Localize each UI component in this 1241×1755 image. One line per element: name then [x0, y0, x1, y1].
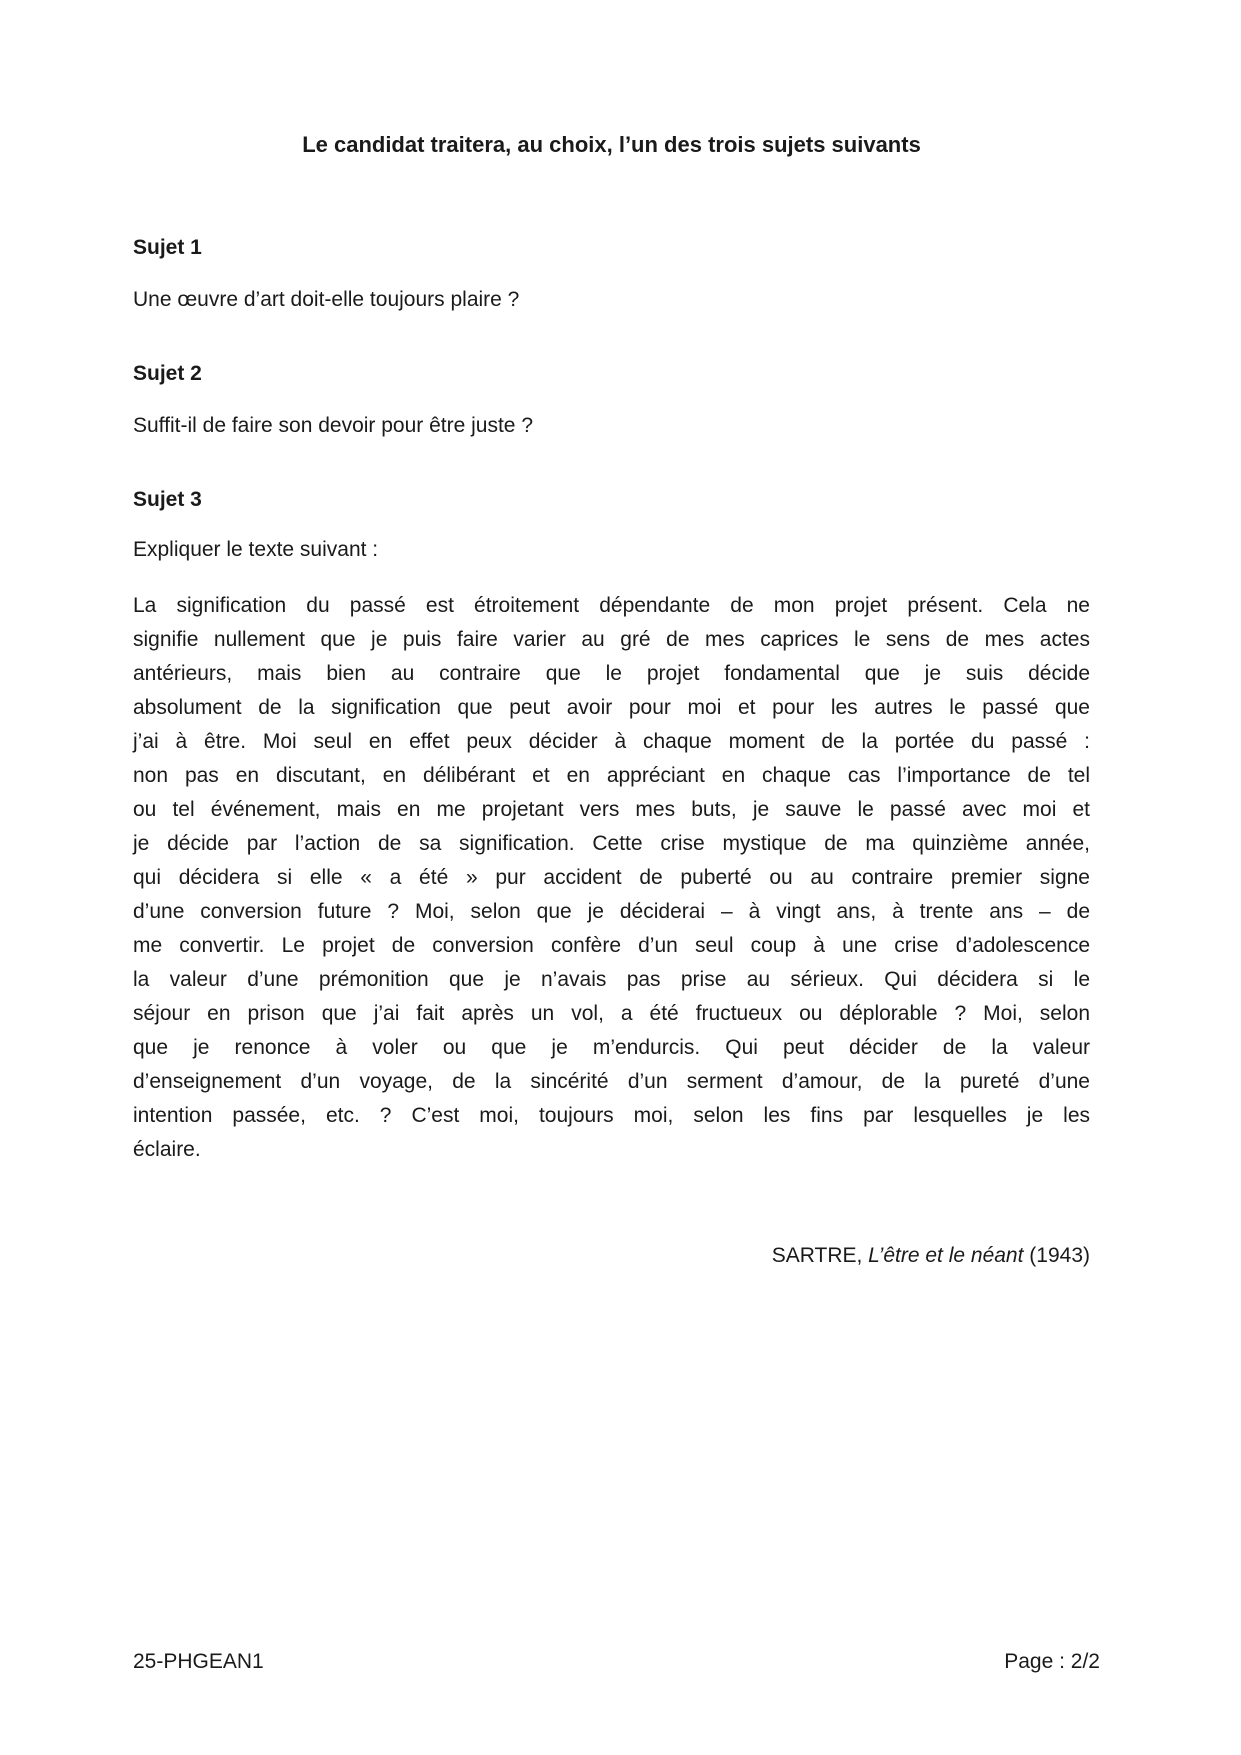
document-content [133, 0, 1090, 1269]
excerpt-text-line: signifie nullement que je puis faire varier au gré de mes caprices le sens de mes actes [133, 628, 1090, 651]
excerpt-text-line: d’enseignement d’un voyage, de la sincérité d’un serment d’amour, de la pureté d’une [133, 1070, 1090, 1093]
excerpt-text-line: non pas en discutant, en délibérant et en appréciant en chaque cas l’importance de tel [133, 764, 1090, 787]
sujet-3-instruction: Expliquer le texte suivant : [133, 538, 379, 561]
excerpt-text-line: qui décidera si elle « a été » pur accident de puberté ou au contraire premier signe [133, 866, 1090, 889]
excerpt-text-line: d’une conversion future ? Moi, selon que je déciderai – à vingt ans, à trente ans – de [133, 900, 1090, 923]
sujet-2-heading: Sujet 2 [133, 362, 202, 385]
page-footer [133, 1648, 1100, 1675]
footer-page-number: Page : 2/2 [1004, 1650, 1100, 1673]
sujet-1-heading: Sujet 1 [133, 236, 202, 259]
attribution-author: SARTRE, [771, 1244, 869, 1267]
excerpt-text-line: ou tel événement, mais en me projetant vers mes buts, je sauve le passé avec moi et [133, 798, 1090, 821]
excerpt-text-line: La signification du passé est étroitement dépendante de mon projet présent. Cela ne [133, 594, 1090, 617]
sujet-1-question: Une œuvre d’art doit-elle toujours plaire ? [133, 288, 520, 311]
excerpt-text-line: absolument de la signification que peut avoir pour moi et pour les autres le passé que [133, 696, 1090, 719]
excerpt-text-line: je décide par l’action de sa signification. Cette crise mystique de ma quinzième année, [133, 832, 1090, 855]
excerpt-text-line: antérieurs, mais bien au contraire que le projet fondamental que je suis décide [133, 662, 1090, 685]
excerpt-text-line: séjour en prison que j’ai fait après un vol, a été fructueux ou déplorable ? Moi, selon [133, 1002, 1090, 1025]
excerpt-text-line: la valeur d’une prémonition que je n’avais pas prise au sérieux. Qui décidera si le [133, 968, 1090, 991]
sujet-3-text-excerpt [133, 589, 1090, 1167]
excerpt-text-line: me convertir. Le projet de conversion confère d’un seul coup à une crise d’adolescence [133, 934, 1090, 957]
excerpt-text-line: éclaire. [133, 1138, 201, 1161]
footer-reference-code: 25-PHGEAN1 [133, 1650, 264, 1673]
excerpt-text-line: j’ai à être. Moi seul en effet peux décider à chaque moment de la portée du passé : [133, 730, 1090, 753]
attribution-year: (1943) [1023, 1244, 1090, 1267]
document-title: Le candidat traitera, au choix, l’un des trois sujets suivants [302, 132, 921, 157]
sujet-2-question: Suffit-il de faire son devoir pour être juste ? [133, 414, 533, 437]
attribution-work-title: L’être et le néant [868, 1244, 1024, 1267]
attribution-line [133, 1242, 1090, 1269]
excerpt-text-line: intention passée, etc. ? C’est moi, toujours moi, selon les fins par lesquelles je les [133, 1104, 1090, 1127]
excerpt-text-line: que je renonce à voler ou que je m’endurcis. Qui peut décider de la valeur [133, 1036, 1090, 1059]
sujet-3-heading: Sujet 3 [133, 488, 202, 511]
